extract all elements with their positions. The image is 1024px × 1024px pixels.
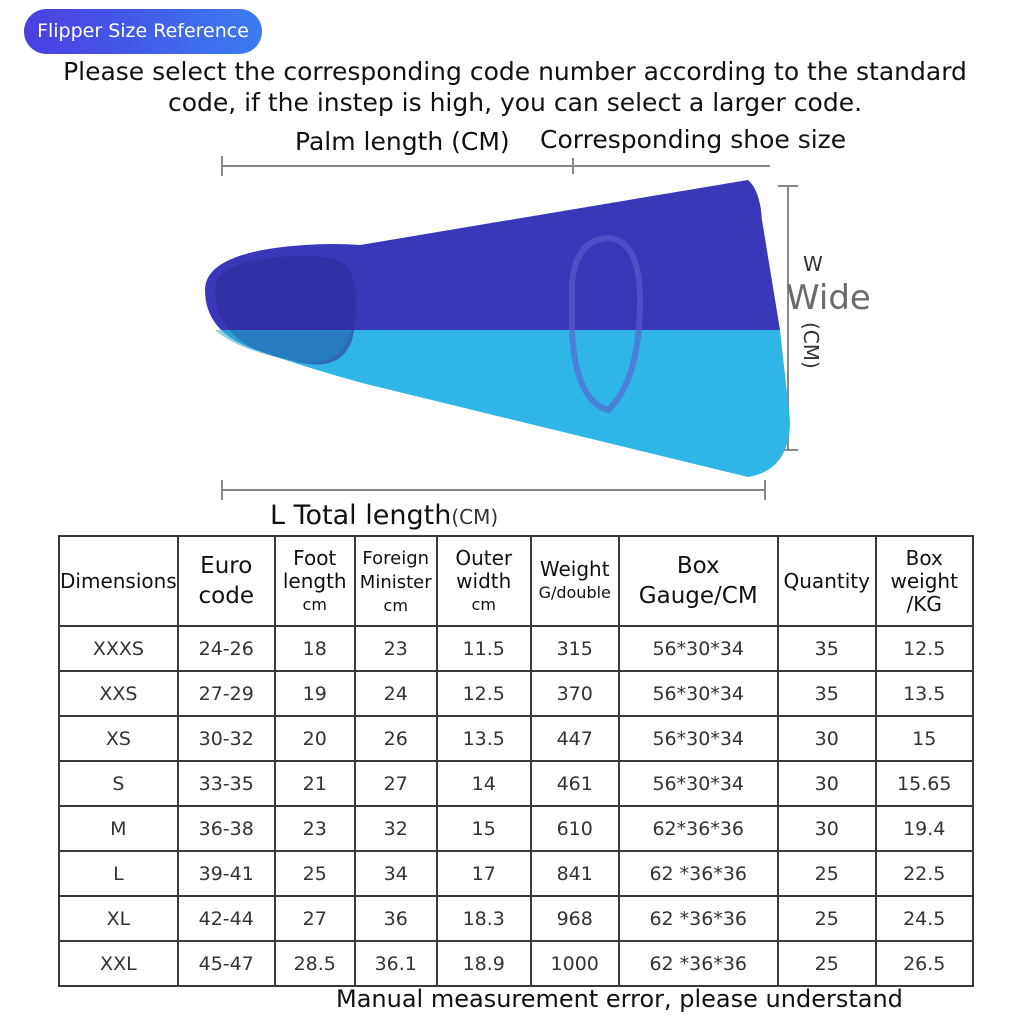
table-cell: 26 — [355, 716, 437, 761]
wide-label: Wide — [786, 278, 871, 318]
table-row — [59, 716, 973, 761]
table-cell: 23 — [355, 626, 437, 671]
table-cell: 36 — [355, 896, 437, 941]
header-dimensions: Dimensions — [59, 536, 178, 626]
table-cell: 62 *36*36 — [619, 851, 778, 896]
header-foot-length: Foot length cm — [275, 536, 355, 626]
table-row — [59, 896, 973, 941]
header-box-gauge: Box Gauge/CM — [619, 536, 778, 626]
table-cell: 30 — [778, 716, 876, 761]
table-cell: 610 — [531, 806, 619, 851]
table-cell: 33-35 — [178, 761, 275, 806]
palm-length-dimension-line — [222, 156, 770, 176]
table-cell: 28.5 — [275, 941, 355, 986]
table-cell: M — [59, 806, 178, 851]
table-cell: 13.5 — [437, 716, 531, 761]
table-cell: 12.5 — [876, 626, 973, 671]
table-cell: 15.65 — [876, 761, 973, 806]
table-cell: 34 — [355, 851, 437, 896]
table-cell: 62 *36*36 — [619, 941, 778, 986]
table-cell: 24 — [355, 671, 437, 716]
table-cell: 24-26 — [178, 626, 275, 671]
table-cell: S — [59, 761, 178, 806]
table-cell: 18.3 — [437, 896, 531, 941]
table-cell: 15 — [437, 806, 531, 851]
table-cell: 30-32 — [178, 716, 275, 761]
table-cell: 23 — [275, 806, 355, 851]
title-badge: Flipper Size Reference — [24, 9, 262, 54]
header-quantity: Quantity — [778, 536, 876, 626]
table-cell: 461 — [531, 761, 619, 806]
header-weight: Weight G/double — [531, 536, 619, 626]
table-cell: 24.5 — [876, 896, 973, 941]
table-cell: 36-38 — [178, 806, 275, 851]
w-label: W — [803, 252, 823, 276]
table-cell: 39-41 — [178, 851, 275, 896]
table-cell: XXS — [59, 671, 178, 716]
table-cell: 21 — [275, 761, 355, 806]
table-cell: 35 — [778, 626, 876, 671]
table-cell: 25 — [778, 896, 876, 941]
table-cell: 11.5 — [437, 626, 531, 671]
header-outer-width: Outer width cm — [437, 536, 531, 626]
table-cell: 30 — [778, 806, 876, 851]
width-unit-label: (CM) — [799, 322, 823, 369]
table-cell: 30 — [778, 761, 876, 806]
table-cell: 45-47 — [178, 941, 275, 986]
table-cell: 12.5 — [437, 671, 531, 716]
table-cell: 19 — [275, 671, 355, 716]
total-length-unit: (CM) — [451, 505, 499, 529]
table-cell: 27 — [355, 761, 437, 806]
table-cell: 56*30*34 — [619, 671, 778, 716]
table-cell: 42-44 — [178, 896, 275, 941]
table-cell: 18.9 — [437, 941, 531, 986]
table-cell: 25 — [275, 851, 355, 896]
table-cell: 26.5 — [876, 941, 973, 986]
table-row — [59, 851, 973, 896]
total-length-dimension-line — [222, 480, 765, 500]
table-cell: 62 *36*36 — [619, 896, 778, 941]
header-euro-code: Euro code — [178, 536, 275, 626]
table-cell: 22.5 — [876, 851, 973, 896]
header-box-weight: Box weight /KG — [876, 536, 973, 626]
table-cell: 17 — [437, 851, 531, 896]
table-cell: 18 — [275, 626, 355, 671]
table-row — [59, 941, 973, 986]
table-header-row — [59, 536, 973, 626]
footer-note: Manual measurement error, please understand — [336, 985, 903, 1013]
table-cell: 27-29 — [178, 671, 275, 716]
table-cell: 56*30*34 — [619, 761, 778, 806]
table-row — [59, 806, 973, 851]
total-length-label — [270, 500, 498, 531]
size-table — [58, 535, 974, 987]
table-cell: 62*36*36 — [619, 806, 778, 851]
table-cell: 1000 — [531, 941, 619, 986]
table-cell: 27 — [275, 896, 355, 941]
table-cell: 841 — [531, 851, 619, 896]
shoe-size-label: Corresponding shoe size — [540, 125, 847, 154]
table-cell: XXL — [59, 941, 178, 986]
header-foreign-minister: Foreign Minister cm — [355, 536, 437, 626]
table-cell: XS — [59, 716, 178, 761]
table-cell: XXXS — [59, 626, 178, 671]
instruction-text: Please select the corresponding code number according to the standard code, if the instep is high, you can select a larger code. — [63, 57, 967, 117]
table-cell: 56*30*34 — [619, 716, 778, 761]
table-cell: XL — [59, 896, 178, 941]
table-cell: 15 — [876, 716, 973, 761]
table-cell: 19.4 — [876, 806, 973, 851]
table-cell: 968 — [531, 896, 619, 941]
table-cell: 315 — [531, 626, 619, 671]
table-cell: 447 — [531, 716, 619, 761]
table-cell: 13.5 — [876, 671, 973, 716]
palm-length-label: Palm length (CM) — [295, 127, 510, 156]
table-cell: 20 — [275, 716, 355, 761]
table-cell: 25 — [778, 941, 876, 986]
table-row — [59, 761, 973, 806]
table-cell: 56*30*34 — [619, 626, 778, 671]
table-cell: 32 — [355, 806, 437, 851]
table-cell: 25 — [778, 851, 876, 896]
table-cell: L — [59, 851, 178, 896]
table-cell: 36.1 — [355, 941, 437, 986]
table-cell: 35 — [778, 671, 876, 716]
table-row — [59, 626, 973, 671]
total-length-text: L Total length — [270, 500, 452, 531]
table-cell: 370 — [531, 671, 619, 716]
table-cell: 14 — [437, 761, 531, 806]
table-row — [59, 671, 973, 716]
